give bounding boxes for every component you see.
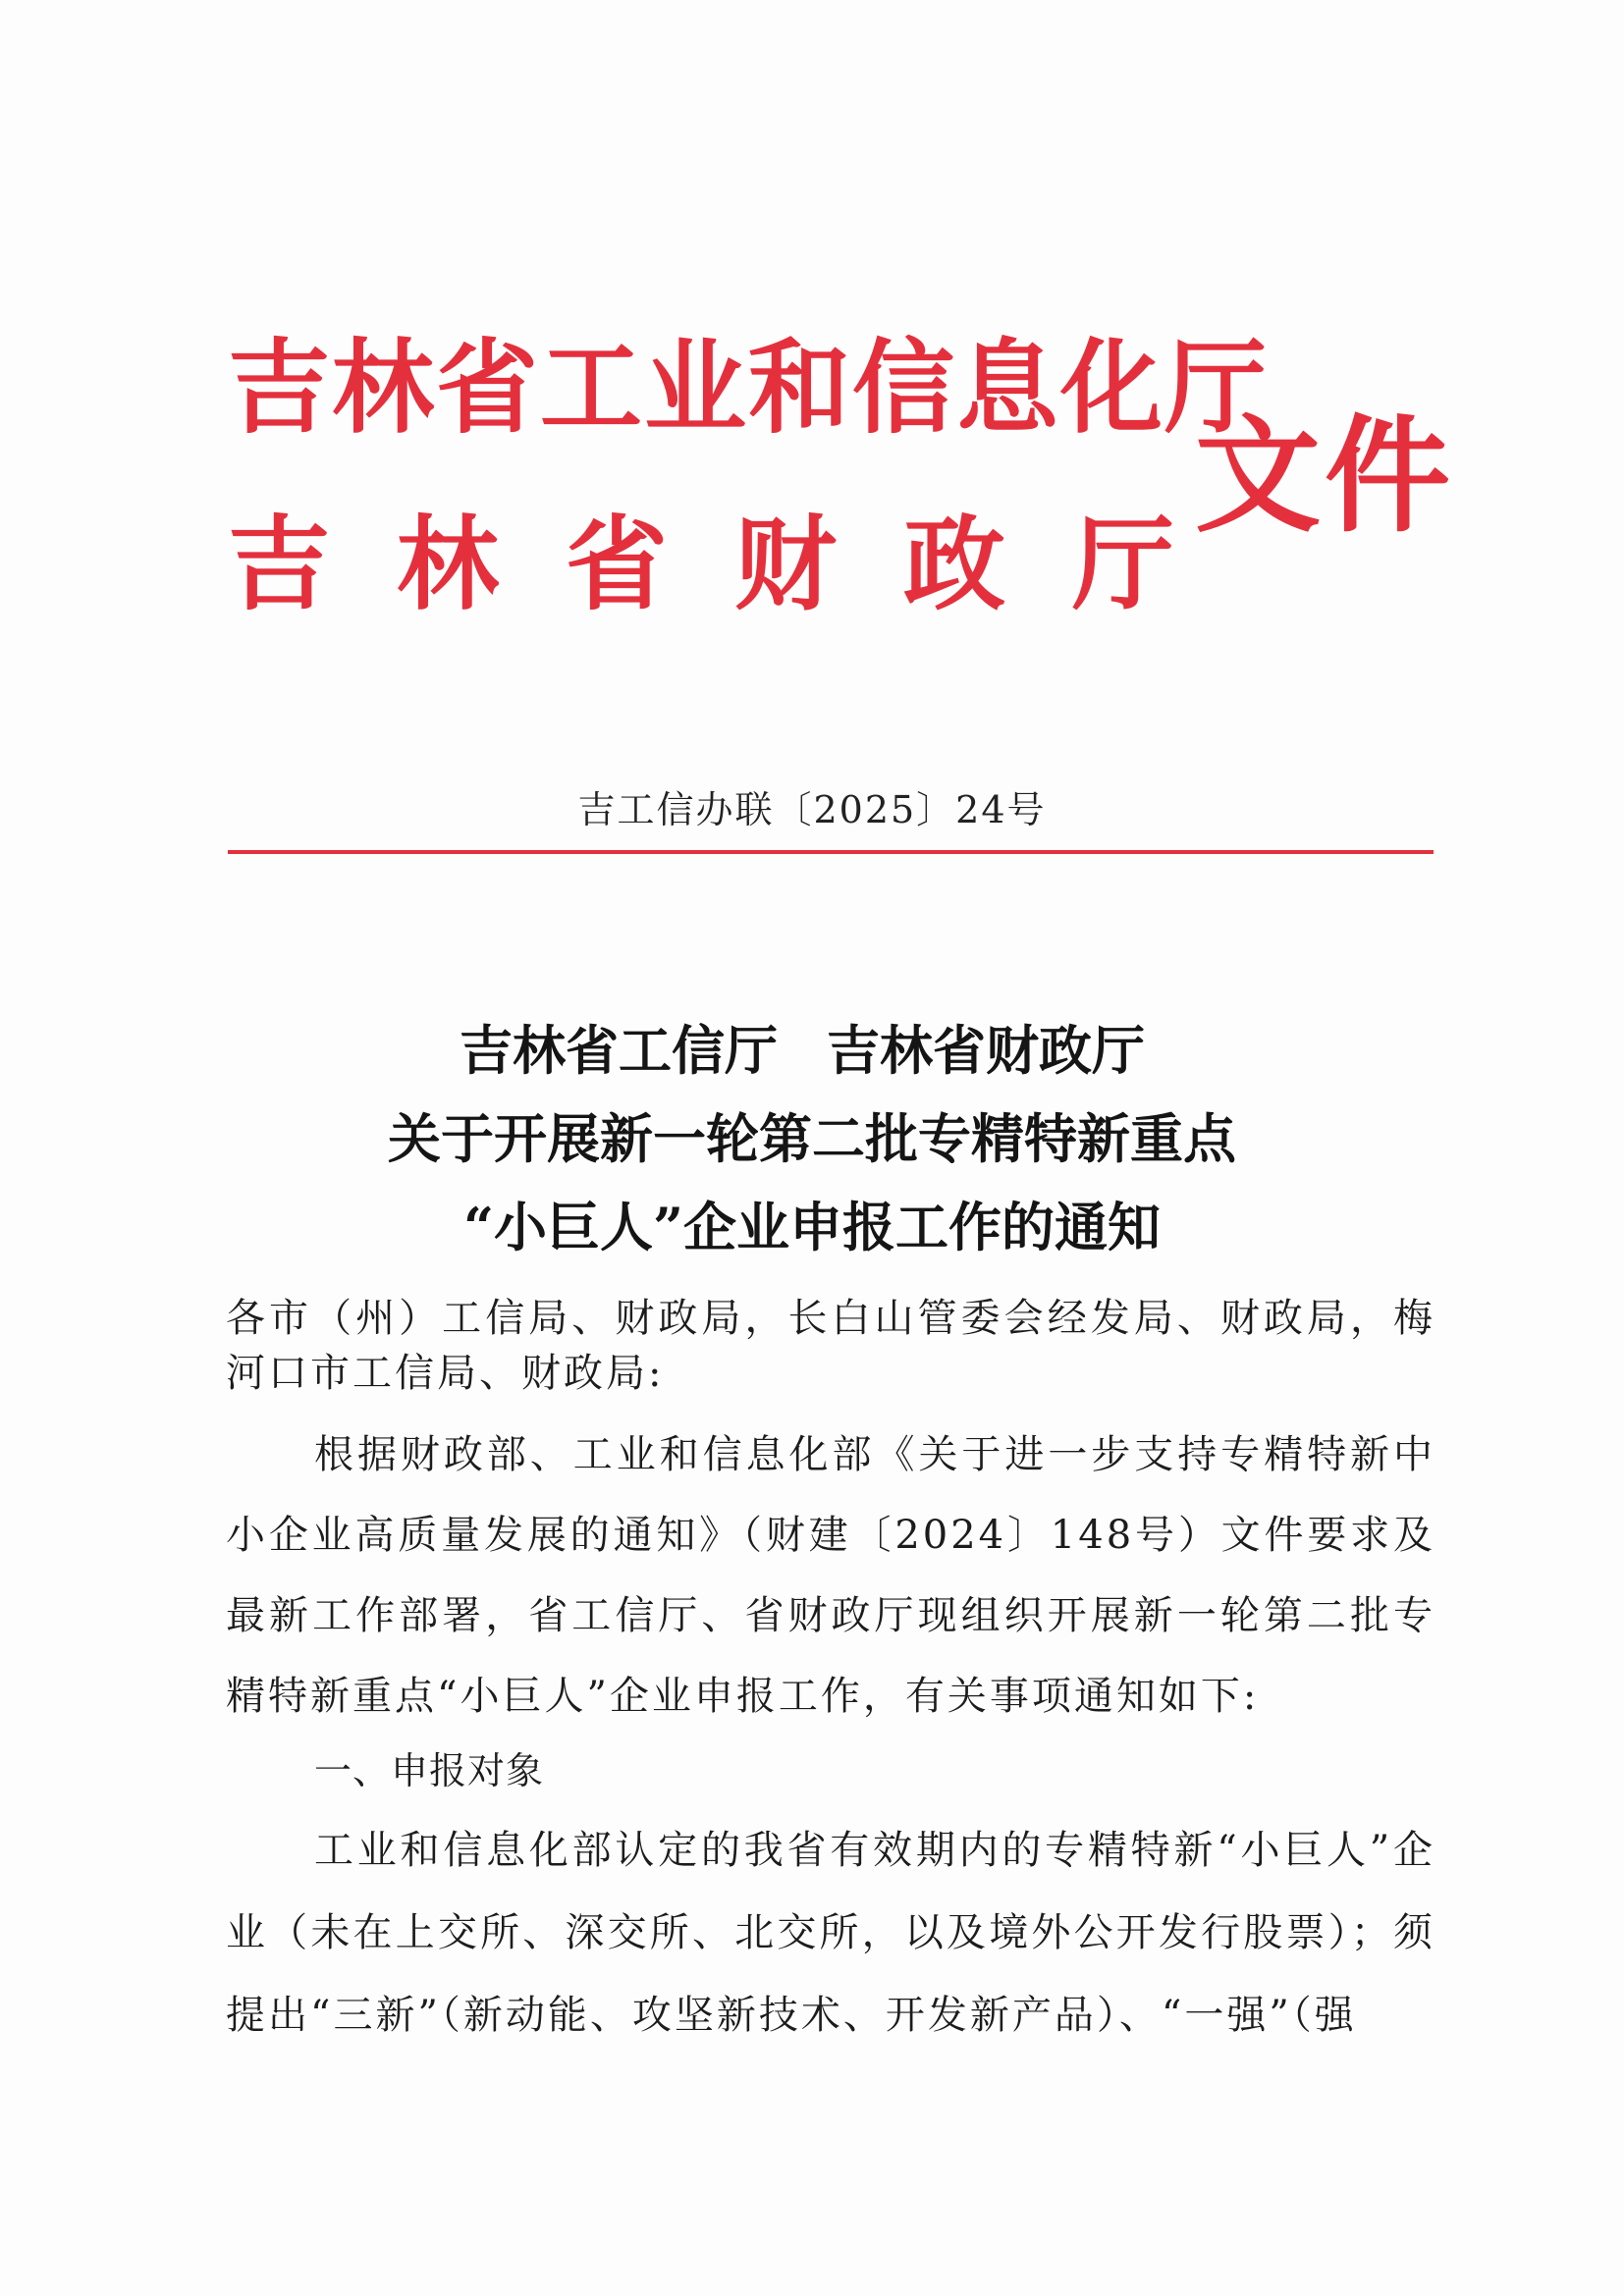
title-line-2: 关于开展新一轮第二批专精特新重点: [388, 1107, 1236, 1170]
section-paragraph-1: 工业和信息化部认定的我省有效期内的专精特新“小巨人”企业（未在上交所、深交所、北交所，以及境外公开发行股票）；须提出“三新”（新动能、攻坚新技术、开发新产品）、“一强”（强: [226, 1828, 1435, 2038]
title-issuer-1: 吉林省工信厅: [460, 1019, 778, 1082]
document-number: 吉工信办联〔2025〕24号: [577, 788, 1047, 831]
red-masthead: [228, 324, 1455, 658]
salutation: 各市（州）工信局、财政局，长白山管委会经发局、财政局，梅河口市工信局、财政局:: [226, 1296, 1435, 1396]
document-body: [226, 1291, 1435, 2056]
masthead-issuer-1: 吉林省工业和信息化厅: [228, 327, 1270, 448]
title-issuer-2: 吉林省财政厅: [827, 1019, 1145, 1082]
red-divider-line: [228, 850, 1434, 854]
intro-paragraph: 根据财政部、工业和信息化部《关于进一步支持专精特新中小企业高质量发展的通知》（财建〔2024〕148号）文件要求及最新工作部署，省工信厅、省财政厅现组织开展新一轮第二批专精特新重点“小巨人”企业申报工作，有关事项通知如下:: [226, 1432, 1435, 1719]
title-line-3: “小巨人”企业申报工作的通知: [462, 1196, 1162, 1258]
document-title: [0, 1006, 1624, 1271]
masthead-issuer-2: 吉林省财政厅: [228, 504, 1242, 624]
section-heading-1: 一、申报对象: [314, 1749, 545, 1792]
title-line-1: [0, 1006, 1624, 1095]
masthead-suffix: 文件: [1195, 402, 1455, 550]
